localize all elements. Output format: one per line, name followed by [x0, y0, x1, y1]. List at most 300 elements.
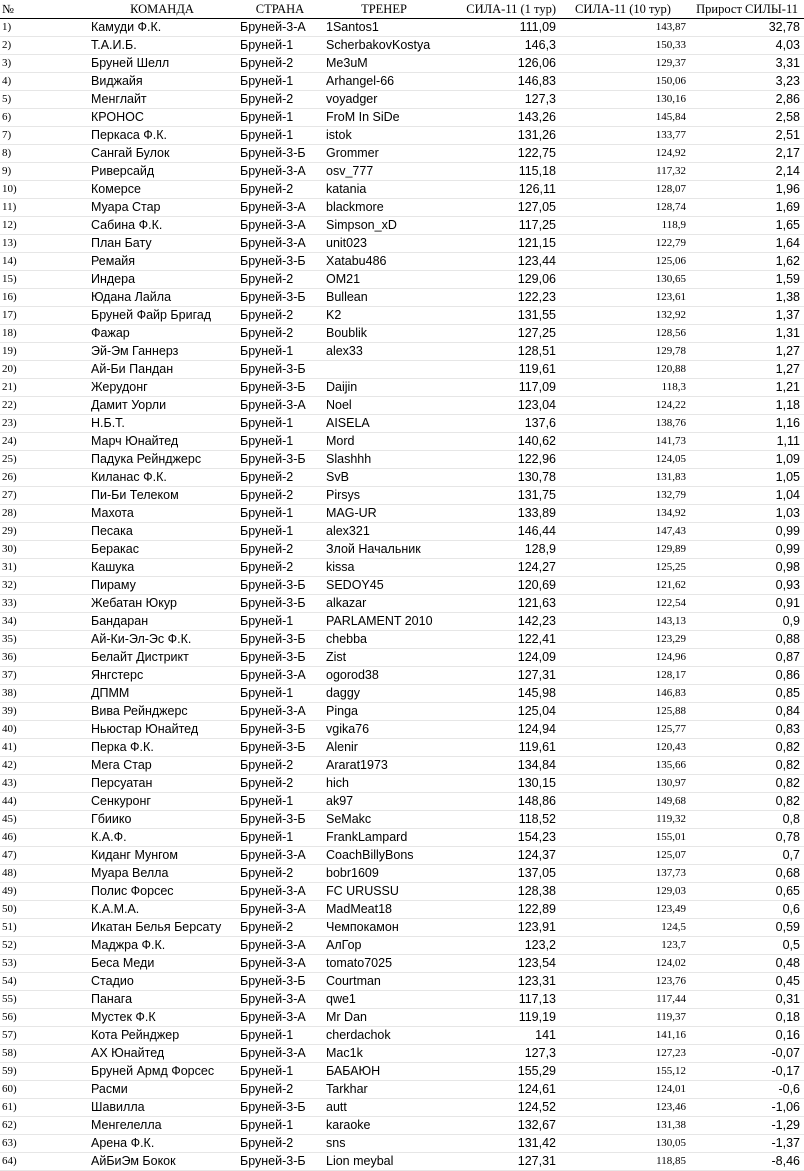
- team-name: Н.Б.Т.: [91, 416, 125, 430]
- strength-round1: 124,37: [517, 848, 556, 862]
- table-row: [0, 1027, 804, 1045]
- strength-growth: 3,23: [775, 74, 800, 88]
- strength-growth: 1,21: [775, 380, 800, 394]
- strength-round1: 124,09: [517, 650, 556, 664]
- row-num: 40): [2, 723, 17, 735]
- row-num: 1): [2, 21, 12, 33]
- strength-round10: 146,83: [655, 687, 686, 699]
- coach-name: 1Santos1: [326, 20, 379, 34]
- country-league: Бруней-3-А: [240, 938, 306, 952]
- coach-name: Zist: [326, 650, 347, 664]
- strength-round10: 124,92: [655, 147, 686, 159]
- country-league: Бруней-3-Б: [240, 380, 306, 394]
- country-league: Бруней-1: [240, 38, 294, 52]
- table-row: [0, 1045, 804, 1063]
- country-league: Бруней-1: [240, 434, 294, 448]
- strength-growth: 1,38: [775, 290, 800, 304]
- strength-round10: 123,61: [655, 291, 686, 303]
- table-row: [0, 865, 804, 883]
- row-num: 48): [2, 867, 17, 879]
- row-num: 32): [2, 579, 17, 591]
- coach-name: Grommer: [326, 146, 379, 160]
- country-league: Бруней-3-Б: [240, 596, 306, 610]
- table-row: [0, 919, 804, 937]
- strength-round1: 154,23: [517, 830, 556, 844]
- strength-round10: 130,05: [655, 1137, 686, 1149]
- country-league: Бруней-1: [240, 1064, 294, 1078]
- country-league: Бруней-3-Б: [240, 812, 306, 826]
- strength-round1: 140,62: [517, 434, 556, 448]
- strength-round1: 122,75: [517, 146, 556, 160]
- strength-round10: 117,44: [656, 993, 686, 1005]
- country-league: Бруней-1: [240, 794, 294, 808]
- country-league: Бруней-1: [240, 74, 294, 88]
- team-name: Муара Стар: [91, 200, 161, 214]
- coach-name: alex33: [326, 344, 363, 358]
- table-row: [0, 955, 804, 973]
- table-row: [0, 721, 804, 739]
- coach-name: unit023: [326, 236, 368, 250]
- strength-growth: 0,86: [775, 668, 800, 682]
- country-league: Бруней-2: [240, 1082, 294, 1096]
- strength-round1: 127,3: [524, 1046, 556, 1060]
- country-league: Бруней-2: [240, 182, 294, 196]
- strength-round10: 149,68: [655, 795, 686, 807]
- header-row: [0, 0, 804, 19]
- row-num: 61): [2, 1101, 17, 1113]
- strength-growth: -0,17: [771, 1064, 800, 1078]
- strength-round1: 131,75: [517, 488, 556, 502]
- row-num: 42): [2, 759, 17, 771]
- strength-round1: 131,26: [517, 128, 556, 142]
- table-row: [0, 649, 804, 667]
- country-league: Бруней-2: [240, 56, 294, 70]
- country-league: Бруней-2: [240, 866, 294, 880]
- coach-name: vgika76: [326, 722, 370, 736]
- table-row: [0, 433, 804, 451]
- country-league: Бруней-3-А: [240, 1010, 306, 1024]
- team-name: Индера: [91, 272, 136, 286]
- country-league: Бруней-3-А: [240, 20, 306, 34]
- strength-growth: 2,14: [775, 164, 800, 178]
- team-name: Пи-Би Телеком: [91, 488, 179, 502]
- table-row: [0, 199, 804, 217]
- strength-growth: 1,62: [775, 254, 800, 268]
- country-league: Бруней-2: [240, 758, 294, 772]
- row-num: 15): [2, 273, 17, 285]
- strength-growth: 1,59: [775, 272, 800, 286]
- strength-growth: 0,83: [775, 722, 800, 736]
- row-num: 41): [2, 741, 17, 753]
- country-league: Бруней-3-Б: [240, 722, 306, 736]
- coach-name: Tarkhar: [326, 1082, 368, 1096]
- row-num: 30): [2, 543, 17, 555]
- strength-growth: 1,05: [775, 470, 800, 484]
- row-num: 13): [2, 237, 17, 249]
- strength-round1: 130,78: [517, 470, 556, 484]
- team-name: Шавилла: [91, 1100, 145, 1114]
- country-league: Бруней-1: [240, 416, 294, 430]
- strength-round1: 132,67: [517, 1118, 556, 1132]
- strength-growth: 1,18: [775, 398, 800, 412]
- strength-growth: 1,69: [775, 200, 800, 214]
- strength-round1: 127,25: [517, 326, 556, 340]
- strength-growth: 2,51: [775, 128, 800, 142]
- strength-round1: 119,61: [518, 362, 556, 376]
- strength-round1: 124,94: [517, 722, 556, 736]
- country-league: Бруней-1: [240, 614, 294, 628]
- strength-round10: 118,9: [661, 219, 686, 231]
- strength-round1: 123,44: [517, 254, 556, 268]
- coach-name: katania: [326, 182, 367, 196]
- strength-round1: 111,09: [519, 20, 556, 34]
- row-num: 37): [2, 669, 17, 681]
- strength-growth: 0,48: [775, 956, 800, 970]
- strength-round10: 129,03: [655, 885, 686, 897]
- table-row: [0, 1153, 804, 1171]
- strength-round10: 123,29: [655, 633, 686, 645]
- country-league: Бруней-2: [240, 1136, 294, 1150]
- team-name: Мега Стар: [91, 758, 152, 772]
- strength-growth: 0,87: [775, 650, 800, 664]
- strength-growth: 0,5: [782, 938, 800, 952]
- country-league: Бруней-1: [240, 524, 294, 538]
- country-league: Бруней-1: [240, 686, 294, 700]
- coach-name: Pinga: [326, 704, 358, 718]
- team-name: Беса Меди: [91, 956, 155, 970]
- row-num: 27): [2, 489, 17, 501]
- team-name: Камуди Ф.К.: [91, 20, 162, 34]
- strength-round10: 155,12: [655, 1065, 686, 1077]
- strength-round1: 119,61: [518, 740, 556, 754]
- coach-name: MadMeat18: [326, 902, 393, 916]
- strength-round1: 146,3: [524, 38, 556, 52]
- strength-growth: 1,03: [775, 506, 800, 520]
- table-row: [0, 181, 804, 199]
- table-row: [0, 559, 804, 577]
- strength-round10: 121,62: [655, 579, 686, 591]
- row-num: 62): [2, 1119, 17, 1131]
- country-league: Бруней-1: [240, 344, 294, 358]
- row-num: 7): [2, 129, 12, 141]
- strength-round10: 130,16: [655, 93, 686, 105]
- strength-round1: 126,06: [517, 56, 556, 70]
- strength-growth: 0,85: [775, 686, 800, 700]
- coach-name: Ararat1973: [326, 758, 388, 772]
- strength-growth: -0,07: [771, 1046, 800, 1060]
- coach-name: Courtman: [326, 974, 381, 988]
- header-strength-round10: СИЛА-11 (10 тур): [558, 0, 688, 19]
- team-name: Кашука: [91, 560, 135, 574]
- header-team: КОМАНДА: [86, 0, 238, 19]
- team-name: Стадио: [91, 974, 134, 988]
- team-name: Персуатан: [91, 776, 153, 790]
- row-num: 20): [2, 363, 17, 375]
- strength-growth: 3,31: [775, 56, 800, 70]
- header-num: №: [0, 0, 86, 19]
- strength-growth: 0,93: [775, 578, 800, 592]
- strength-round1: 123,04: [517, 398, 556, 412]
- strength-growth: 0,8: [782, 812, 800, 826]
- country-league: Бруней-2: [240, 92, 294, 106]
- strength-round10: 128,07: [655, 183, 686, 195]
- coach-name: Simpson_xD: [326, 218, 397, 232]
- team-name: Жебатан Юкур: [91, 596, 177, 610]
- row-num: 47): [2, 849, 17, 861]
- table-row: [0, 541, 804, 559]
- row-num: 53): [2, 957, 17, 969]
- strength-round10: 131,83: [655, 471, 686, 483]
- coach-name: SeMakc: [326, 812, 372, 826]
- row-num: 6): [2, 111, 12, 123]
- table-row: [0, 739, 804, 757]
- strength-round10: 127,23: [655, 1047, 686, 1059]
- strength-round1: 137,6: [524, 416, 556, 430]
- strength-round10: 120,43: [655, 741, 686, 753]
- coach-name: FrankLampard: [326, 830, 408, 844]
- team-name: Бруней Файр Бригад: [91, 308, 212, 322]
- country-league: Бруней-2: [240, 470, 294, 484]
- strength-growth: 0,82: [775, 776, 800, 790]
- strength-round10: 125,77: [655, 723, 686, 735]
- table-row: [0, 505, 804, 523]
- team-name: Сабина Ф.К.: [91, 218, 163, 232]
- row-num: 4): [2, 75, 12, 87]
- country-league: Бруней-3-Б: [240, 1154, 306, 1168]
- coach-name: Xatabu486: [326, 254, 387, 268]
- strength-growth: 0,16: [775, 1028, 800, 1042]
- strength-round10: 122,79: [655, 237, 686, 249]
- strength-growth: 2,86: [775, 92, 800, 106]
- strength-round10: 141,73: [655, 435, 686, 447]
- strength-round10: 143,13: [655, 615, 686, 627]
- strength-round1: 137,05: [517, 866, 556, 880]
- strength-round10: 122,54: [655, 597, 686, 609]
- strength-round1: 123,91: [517, 920, 556, 934]
- table-row: [0, 829, 804, 847]
- team-name: Расми: [91, 1082, 128, 1096]
- country-league: Бруней-2: [240, 776, 294, 790]
- team-name: Марч Юнайтед: [91, 434, 179, 448]
- row-num: 52): [2, 939, 17, 951]
- strength-round10: 124,96: [655, 651, 686, 663]
- strength-growth: 0,31: [775, 992, 800, 1006]
- team-name: КРОНОС: [91, 110, 144, 124]
- strength-round1: 125,04: [517, 704, 556, 718]
- country-league: Бруней-3-А: [240, 884, 306, 898]
- strength-growth: -1,37: [771, 1136, 800, 1150]
- strength-round1: 123,54: [517, 956, 556, 970]
- table-row: [0, 523, 804, 541]
- strength-round10: 147,43: [655, 525, 686, 537]
- strength-growth: 1,09: [775, 452, 800, 466]
- table-row: [0, 55, 804, 73]
- strength-growth: 1,16: [775, 416, 800, 430]
- strength-growth: 1,37: [775, 308, 800, 322]
- country-league: Бруней-3-Б: [240, 650, 306, 664]
- coach-name: FroM In SiDe: [326, 110, 400, 124]
- team-name: Гбиико: [91, 812, 132, 826]
- table-row: [0, 595, 804, 613]
- strength-round1: 146,44: [517, 524, 556, 538]
- strength-round1: 127,31: [517, 668, 556, 682]
- row-num: 38): [2, 687, 17, 699]
- coach-name: БАБАЮН: [326, 1064, 381, 1078]
- team-name: Муара Велла: [91, 866, 169, 880]
- strength-growth: 1,65: [775, 218, 800, 232]
- row-num: 16): [2, 291, 17, 303]
- team-name: Белайт Дистрикт: [91, 650, 189, 664]
- strength-growth: 0,6: [782, 902, 800, 916]
- row-num: 58): [2, 1047, 17, 1059]
- table-row: [0, 685, 804, 703]
- table-row: [0, 325, 804, 343]
- team-name: Ремайя: [91, 254, 136, 268]
- strength-round10: 123,76: [655, 975, 686, 987]
- coach-name: alex321: [326, 524, 370, 538]
- row-num: 50): [2, 903, 17, 915]
- strength-growth: 0,98: [775, 560, 800, 574]
- strength-round10: 124,22: [655, 399, 686, 411]
- table-row: [0, 1117, 804, 1135]
- strength-round10: 124,05: [655, 453, 686, 465]
- team-name: Маджра Ф.К.: [91, 938, 166, 952]
- row-num: 24): [2, 435, 17, 447]
- country-league: Бруней-2: [240, 272, 294, 286]
- coach-name: qwe1: [326, 992, 356, 1006]
- coach-name: Mr Dan: [326, 1010, 367, 1024]
- coach-name: tomato7025: [326, 956, 393, 970]
- strength-round10: 150,33: [655, 39, 686, 51]
- coach-name: Mord: [326, 434, 355, 448]
- country-league: Бруней-2: [240, 326, 294, 340]
- table-row: [0, 775, 804, 793]
- country-league: Бруней-1: [240, 830, 294, 844]
- team-name: Жерудонг: [91, 380, 148, 394]
- team-name: Менглайт: [91, 92, 147, 106]
- strength-growth: 0,88: [775, 632, 800, 646]
- coach-name: PARLAMENT 2010: [326, 614, 433, 628]
- country-league: Бруней-3-А: [240, 200, 306, 214]
- row-num: 31): [2, 561, 17, 573]
- table-row: [0, 577, 804, 595]
- team-name: Эй-Эм Ганнерз: [91, 344, 179, 358]
- coach-name: АлГор: [326, 938, 362, 952]
- strength-growth: 0,82: [775, 758, 800, 772]
- country-league: Бруней-3-Б: [240, 362, 306, 376]
- coach-name: Noel: [326, 398, 352, 412]
- strength-growth: 1,27: [775, 344, 800, 358]
- country-league: Бруней-3-Б: [240, 290, 306, 304]
- strength-round10: 125,07: [655, 849, 686, 861]
- country-league: Бруней-1: [240, 506, 294, 520]
- country-league: Бруней-1: [240, 110, 294, 124]
- coach-name: autt: [326, 1100, 347, 1114]
- table-body: [0, 19, 804, 1171]
- strength-round1: 126,11: [518, 182, 556, 196]
- coach-name: Чемпокамон: [326, 920, 399, 934]
- country-league: Бруней-3-А: [240, 164, 306, 178]
- country-league: Бруней-3-Б: [240, 146, 306, 160]
- strength-round1: 127,3: [524, 92, 556, 106]
- country-league: Бруней-2: [240, 560, 294, 574]
- strength-round10: 130,65: [655, 273, 686, 285]
- row-num: 44): [2, 795, 17, 807]
- strength-round10: 125,06: [655, 255, 686, 267]
- strength-round10: 118,85: [656, 1155, 686, 1167]
- strength-round1: 148,86: [517, 794, 556, 808]
- table-row: [0, 379, 804, 397]
- table-row: [0, 1009, 804, 1027]
- coach-name: alkazar: [326, 596, 367, 610]
- coach-name: MAG-UR: [326, 506, 377, 520]
- row-num: 56): [2, 1011, 17, 1023]
- coach-name: blackmore: [326, 200, 384, 214]
- row-num: 17): [2, 309, 17, 321]
- row-num: 23): [2, 417, 17, 429]
- coach-name: Alenir: [326, 740, 358, 754]
- strength-round10: 150,06: [655, 75, 686, 87]
- row-num: 39): [2, 705, 17, 717]
- table-row: [0, 973, 804, 991]
- strength-round1: 141: [535, 1028, 556, 1042]
- team-name: Менгелелла: [91, 1118, 162, 1132]
- coach-name: kissa: [326, 560, 355, 574]
- table-row: [0, 109, 804, 127]
- strength-round10: 118,3: [661, 381, 686, 393]
- strength-growth: 0,65: [775, 884, 800, 898]
- country-league: Бруней-3-Б: [240, 254, 306, 268]
- coach-name: voyadger: [326, 92, 378, 106]
- strength-round10: 125,25: [655, 561, 686, 573]
- table-row: [0, 271, 804, 289]
- row-num: 3): [2, 57, 12, 69]
- strength-round10: 131,38: [655, 1119, 686, 1131]
- table-row: [0, 937, 804, 955]
- country-league: Бруней-3-А: [240, 218, 306, 232]
- strength-round1: 122,96: [517, 452, 556, 466]
- strength-round10: 124,02: [655, 957, 686, 969]
- strength-growth: 0,78: [775, 830, 800, 844]
- team-name: Бруней Шелл: [91, 56, 170, 70]
- table-row: [0, 1135, 804, 1153]
- strength-growth: 0,59: [775, 920, 800, 934]
- strength-round1: 133,89: [517, 506, 556, 520]
- strength-round1: 146,83: [517, 74, 556, 88]
- row-num: 11): [2, 201, 17, 213]
- strength-growth: 32,78: [768, 20, 800, 34]
- strength-round10: 143,87: [655, 21, 686, 33]
- coach-name: ogorod38: [326, 668, 379, 682]
- team-name: Вива Рейнджерс: [91, 704, 188, 718]
- strength-round10: 120,88: [655, 363, 686, 375]
- strength-round1: 145,98: [517, 686, 556, 700]
- table-row: [0, 19, 804, 37]
- row-num: 10): [2, 183, 17, 195]
- row-num: 54): [2, 975, 17, 987]
- strength-round1: 123,31: [517, 974, 556, 988]
- strength-round1: 120,69: [517, 578, 556, 592]
- strength-growth: 0,82: [775, 794, 800, 808]
- country-league: Бруней-3-А: [240, 956, 306, 970]
- team-name: Перкаса Ф.К.: [91, 128, 167, 142]
- table-row: [0, 991, 804, 1009]
- table-row: [0, 397, 804, 415]
- strength-round1: 128,38: [517, 884, 556, 898]
- strength-round1: 142,23: [517, 614, 556, 628]
- team-name: Янгстерс: [91, 668, 144, 682]
- coach-name: OM21: [326, 272, 361, 286]
